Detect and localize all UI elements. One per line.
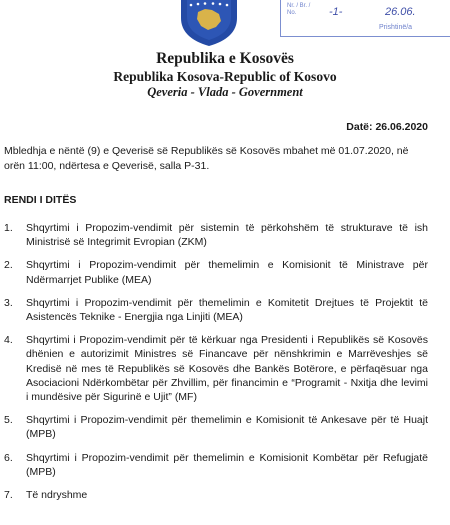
agenda-item-text: Shqyrtimi i Propozim-vendimit për themelimin e Komitetit Drejtues të Projektit të Asistencës Teknike - Energjia nga Linjiti (MEA) xyxy=(26,296,428,324)
agenda-item-text: Të ndryshme xyxy=(26,489,88,502)
stamp-prefix: Nr. / Br. / No. xyxy=(287,3,311,16)
agenda-item-number: 2. xyxy=(4,259,13,272)
agenda-item-number: 4. xyxy=(4,334,13,347)
header-republic-multilingual: Republika Kosova-Republic of Kosovo xyxy=(113,69,337,84)
agenda-item-text: Shqyrtimi i Propozim-vendimit për themelimin e Komisionit Kombëtar për Refugjatë (MPB) xyxy=(26,451,428,478)
stamp-number: -1- xyxy=(329,6,343,18)
agenda-item xyxy=(4,221,428,249)
registry-stamp xyxy=(280,0,450,37)
agenda-title: RENDI I DITËS xyxy=(4,194,77,206)
stamp-date: 26.06. xyxy=(385,6,416,18)
agenda-item-text: Shqyrtimi i Propozim-vendimit për themelimin e Komisionit të Ankesave për të Huajt (MPB) xyxy=(26,414,428,441)
agenda-item xyxy=(4,451,428,479)
agenda-item xyxy=(4,296,428,324)
agenda-list xyxy=(4,221,428,511)
agenda-item-text: Shqyrtimi i Propozim-vendimit për themelimin e Komisionit të Ministrave për Ndërmarrjet Publike (MEA) xyxy=(26,259,428,286)
stamp-city: Prishtinë/a xyxy=(379,24,413,31)
agenda-item xyxy=(4,258,428,286)
document-date: Datë: 26.06.2020 xyxy=(346,121,428,133)
header-republic: Republika e Kosovës xyxy=(156,50,294,67)
agenda-item-number: 5. xyxy=(4,414,13,427)
agenda-item xyxy=(4,488,428,502)
agenda-item-number: 7. xyxy=(4,489,13,502)
meeting-intro: Mbledhja e nëntë (9) e Qeverisë së Republikës së Kosovës mbahet më 01.07.2020, në orën 11:00, ndërtesa e Qeverisë, salla P-31. xyxy=(4,145,409,172)
header-government: Qeveria - Vlada - Government xyxy=(147,85,303,99)
agenda-item xyxy=(4,333,428,404)
agenda-item-number: 1. xyxy=(4,222,13,234)
agenda-item-number: 6. xyxy=(4,451,13,464)
agenda-item-number: 3. xyxy=(4,296,13,309)
agenda-item-text: Shqyrtimi i Propozim-vendimit për të kërkuar nga Presidenti i Republikës së Kosovës dhënien e autorizimit Ministres së Financave për nënshkrimin e Marrëveshjes së Kredisë në mes të Republikës së Kosovës dhe Bankës Botërore, e përfaqësuar nga Asociacioni Ndërkombëtar për Zhvillim, për financimin e “Programit - Nxitja dhe levimi i mundësive për Sigurinë e Ujit” (MF) xyxy=(26,334,428,404)
agenda-item-text: Shqyrtimi i Propozim-vendimit për sistemin të përkohshëm të strukturave të ish Ministrisë së Integrimit Evropian (ZKM) xyxy=(26,222,428,249)
kosovo-coat-of-arms xyxy=(178,0,240,46)
agenda-item xyxy=(4,413,428,441)
